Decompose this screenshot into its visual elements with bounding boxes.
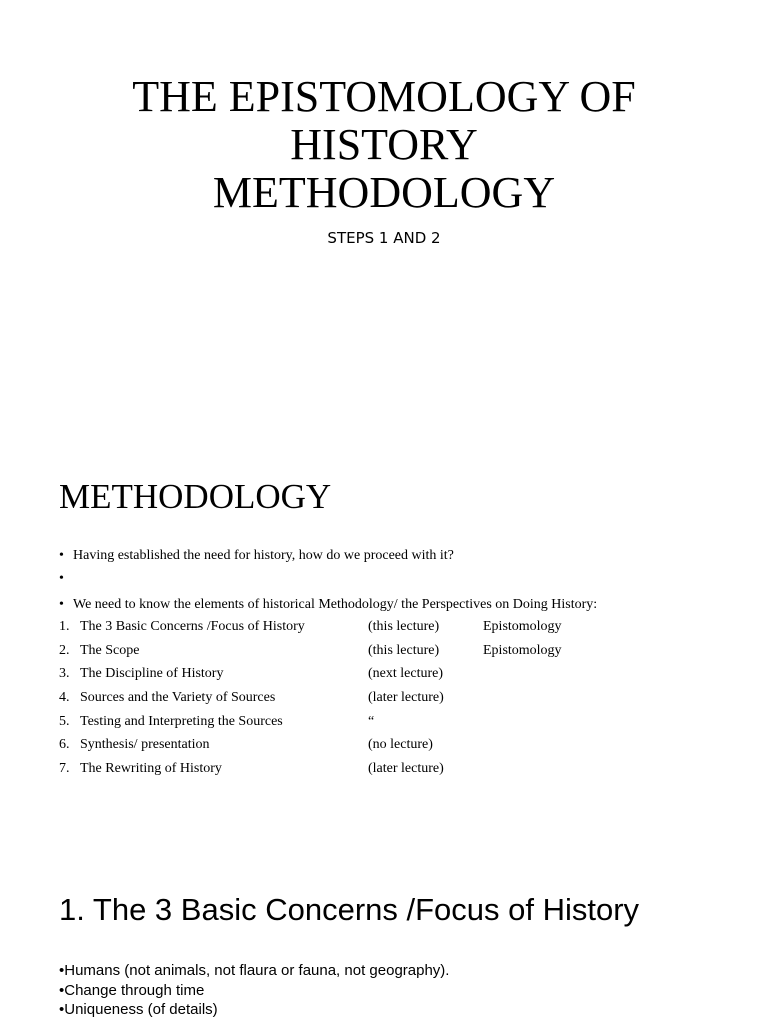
item-lecture: (no lecture) xyxy=(368,737,433,752)
bullet-text: Having established the need for history, how do we proceed with it? xyxy=(73,548,454,563)
item-text: Synthesis/ presentation xyxy=(80,737,210,752)
item-text: The 3 Basic Concerns /Focus of History xyxy=(80,619,305,634)
bullet-dot: • xyxy=(59,597,64,612)
item-extra: Epistomology xyxy=(483,619,562,634)
item-text: The Discipline of History xyxy=(80,666,224,681)
item-text: The Scope xyxy=(80,643,140,658)
item-text: The Rewriting of History xyxy=(80,761,222,776)
item-lecture: (this lecture) xyxy=(368,619,440,634)
title-line: HISTORY xyxy=(290,120,478,169)
title-line: THE EPISTOMOLOGY OF xyxy=(132,72,636,121)
item-lecture: (later lecture) xyxy=(368,761,444,776)
item-number: 3. xyxy=(59,666,70,681)
methodology-heading: METHODOLOGY xyxy=(59,477,332,516)
list-item xyxy=(59,761,699,783)
list-item xyxy=(59,737,699,759)
item-lecture: (this lecture) xyxy=(368,643,440,658)
item-text: Testing and Interpreting the Sources xyxy=(80,714,283,729)
item-number: 5. xyxy=(59,714,70,729)
item-lecture: “ xyxy=(368,714,375,729)
item-number: 6. xyxy=(59,737,70,752)
item-text: Sources and the Variety of Sources xyxy=(80,690,276,705)
concern-item: •Humans (not animals, not flaura or fauna, not geography). xyxy=(59,962,450,979)
list-item xyxy=(59,714,699,736)
concerns-list xyxy=(59,961,449,1020)
title-line: METHODOLOGY xyxy=(212,168,556,217)
list-item xyxy=(59,619,699,641)
bullet-dot: • xyxy=(59,571,64,586)
bullet-text: We need to know the elements of historical Methodology/ the Perspectives on Doing History: xyxy=(73,597,598,612)
item-number: 2. xyxy=(59,643,70,658)
basic-concerns-heading: 1. The 3 Basic Concerns /Focus of History xyxy=(59,892,640,927)
item-extra: Epistomology xyxy=(483,643,562,658)
slide-title xyxy=(0,73,768,217)
list-item xyxy=(59,690,699,712)
list-item xyxy=(59,666,699,688)
item-number: 1. xyxy=(59,619,70,634)
item-lecture: (next lecture) xyxy=(368,666,444,681)
item-number: 4. xyxy=(59,690,70,705)
concern-item: •Change through time xyxy=(59,981,205,999)
slide-subtitle: STEPS 1 AND 2 xyxy=(327,229,441,247)
item-lecture: (later lecture) xyxy=(368,690,444,705)
bullet-dot: • xyxy=(59,548,64,563)
item-number: 7. xyxy=(59,761,70,776)
list-item xyxy=(59,643,699,665)
concern-item: •Uniqueness (of details) xyxy=(59,1001,218,1018)
